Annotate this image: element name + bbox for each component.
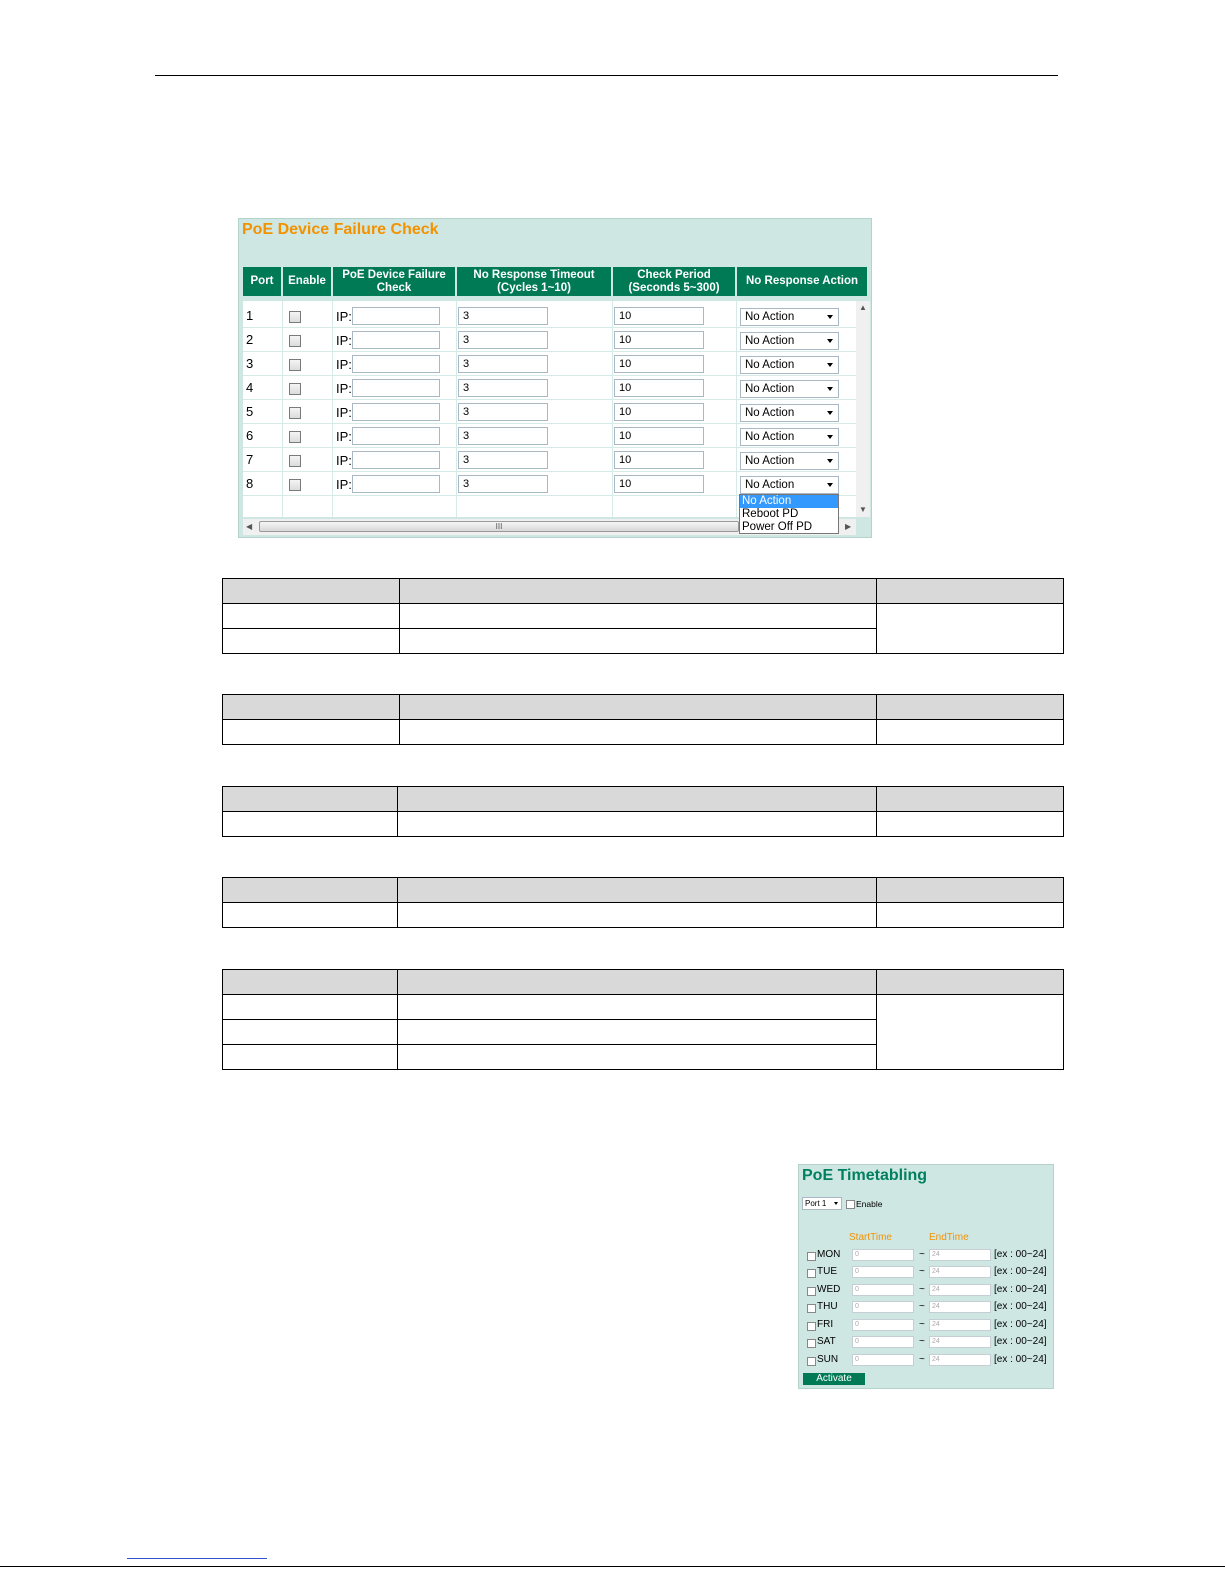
table-header-cell — [223, 579, 400, 604]
table-header-cell — [223, 787, 398, 812]
port-number: 6 — [246, 428, 254, 443]
enable-checkbox[interactable] — [289, 335, 301, 347]
day-checkbox[interactable] — [807, 1357, 816, 1366]
check-period-input[interactable]: 10 — [614, 379, 704, 397]
enable-checkbox[interactable] — [289, 479, 301, 491]
action-dropdown-list — [739, 494, 839, 534]
table-row — [243, 473, 856, 496]
dropdown-option-no-action[interactable]: No Action — [740, 495, 838, 508]
enable-checkbox[interactable] — [289, 431, 301, 443]
col-header-enable: Enable — [283, 267, 331, 296]
action-value: No Action — [745, 335, 795, 347]
day-checkbox[interactable] — [807, 1287, 816, 1296]
table-row — [243, 401, 856, 424]
start-time-input[interactable]: 0 — [852, 1336, 914, 1348]
table-header-cell — [399, 579, 876, 604]
day-checkbox[interactable] — [807, 1252, 816, 1261]
enable-checkbox[interactable] — [846, 1200, 855, 1209]
range-separator: ~ — [919, 1266, 925, 1277]
table-cell — [223, 629, 400, 654]
table-cell — [397, 995, 876, 1020]
enable-checkbox[interactable] — [289, 359, 301, 371]
end-time-input[interactable]: 24 — [929, 1284, 991, 1296]
table-cell — [877, 812, 1064, 837]
panel-title: PoE Device Failure Check — [242, 221, 439, 238]
day-label: SUN — [817, 1354, 839, 1365]
timeout-input[interactable]: 3 — [458, 451, 548, 469]
check-period-input[interactable]: 10 — [614, 451, 704, 469]
example-hint: [ex : 00~24] — [994, 1301, 1047, 1312]
range-separator: ~ — [919, 1354, 925, 1365]
timeout-input[interactable]: 3 — [458, 331, 548, 349]
check-period-input[interactable]: 10 — [614, 475, 704, 493]
action-value: No Action — [745, 431, 795, 443]
end-time-input[interactable]: 24 — [929, 1336, 991, 1348]
chevron-down-icon — [827, 411, 833, 415]
port-number: 8 — [246, 476, 254, 491]
ip-input[interactable] — [352, 451, 440, 469]
doc-table-3 — [222, 786, 1064, 837]
table-row — [243, 329, 856, 352]
ports-table-body — [243, 301, 856, 517]
range-separator: ~ — [919, 1249, 925, 1260]
ip-input[interactable] — [352, 355, 440, 373]
enable-checkbox[interactable] — [289, 311, 301, 323]
day-checkbox[interactable] — [807, 1339, 816, 1348]
footer-link-underline[interactable] — [127, 1558, 267, 1559]
table-cell — [223, 1045, 398, 1070]
action-value: No Action — [745, 407, 795, 419]
ip-label: IP: — [336, 357, 352, 372]
doc-table-5 — [222, 969, 1064, 1070]
ip-input[interactable] — [352, 475, 440, 493]
table-header-cell — [877, 970, 1064, 995]
timeout-input[interactable]: 3 — [458, 427, 548, 445]
ip-input[interactable] — [352, 331, 440, 349]
range-separator: ~ — [919, 1284, 925, 1295]
start-time-input[interactable]: 0 — [852, 1354, 914, 1366]
chevron-down-icon — [827, 363, 833, 367]
table-header-cell — [223, 695, 400, 720]
example-hint: [ex : 00~24] — [994, 1336, 1047, 1347]
range-separator: ~ — [919, 1301, 925, 1312]
table-cell — [223, 1020, 398, 1045]
doc-table-2 — [222, 694, 1064, 745]
table-cell — [399, 604, 876, 629]
table-cell — [223, 995, 398, 1020]
range-separator: ~ — [919, 1319, 925, 1330]
ip-label: IP: — [336, 453, 352, 468]
table-header-cell — [397, 878, 876, 903]
start-time-input[interactable]: 0 — [852, 1249, 914, 1261]
table-cell — [223, 812, 398, 837]
check-period-input[interactable]: 10 — [614, 403, 704, 421]
col-header-failure-check: PoE Device Failure Check — [333, 267, 455, 296]
enable-checkbox[interactable] — [289, 383, 301, 395]
port-number: 5 — [246, 404, 254, 419]
action-select[interactable] — [740, 404, 839, 422]
table-cell — [397, 1045, 876, 1070]
port-select[interactable] — [802, 1197, 842, 1210]
timeout-input[interactable]: 3 — [458, 379, 548, 397]
table-cell — [397, 903, 876, 928]
scroll-right-icon[interactable]: ▶ — [845, 522, 852, 531]
check-period-input[interactable]: 10 — [614, 331, 704, 349]
end-time-input[interactable]: 24 — [929, 1354, 991, 1366]
start-time-input[interactable]: 0 — [852, 1301, 914, 1313]
col-header-action: No Response Action — [737, 267, 867, 296]
table-cell — [877, 604, 1064, 654]
table-header-cell — [877, 695, 1064, 720]
enable-label: Enable — [856, 1199, 883, 1209]
check-period-input[interactable]: 10 — [614, 307, 704, 325]
table-cell — [399, 629, 876, 654]
table-cell — [399, 720, 876, 745]
panel-title: PoE Timetabling — [802, 1167, 928, 1184]
action-select[interactable] — [740, 332, 839, 350]
start-time-input[interactable]: 0 — [852, 1284, 914, 1296]
action-value: No Action — [745, 359, 795, 371]
timeout-input[interactable]: 3 — [458, 355, 548, 373]
timeout-input[interactable]: 3 — [458, 403, 548, 421]
table-header-cell — [877, 787, 1064, 812]
enable-checkbox[interactable] — [289, 455, 301, 467]
timeout-input[interactable]: 3 — [458, 475, 548, 493]
example-hint: [ex : 00~24] — [994, 1249, 1047, 1260]
end-time-label: EndTime — [929, 1232, 969, 1243]
start-time-input[interactable]: 0 — [852, 1319, 914, 1331]
table-cell — [223, 903, 398, 928]
port-number: 4 — [246, 380, 254, 395]
end-time-input[interactable]: 24 — [929, 1249, 991, 1261]
start-time-label: StartTime — [849, 1232, 892, 1243]
chevron-down-icon — [827, 435, 833, 439]
header-rule — [155, 75, 1058, 76]
table-header-cell — [877, 579, 1064, 604]
end-time-input[interactable]: 24 — [929, 1319, 991, 1331]
day-label: MON — [817, 1249, 841, 1260]
table-row — [243, 449, 856, 472]
table-header-cell — [877, 878, 1064, 903]
day-label: TUE — [817, 1266, 837, 1277]
end-time-input[interactable]: 24 — [929, 1301, 991, 1313]
ip-input[interactable] — [352, 427, 440, 445]
table-cell — [877, 903, 1064, 928]
ip-label: IP: — [336, 405, 352, 420]
action-value: No Action — [745, 479, 795, 491]
table-header-cell — [397, 787, 876, 812]
day-label: WED — [817, 1284, 841, 1295]
poe-failure-check-panel — [238, 218, 872, 538]
table-cell — [877, 995, 1064, 1070]
day-label: THU — [817, 1301, 838, 1312]
table-row — [243, 353, 856, 376]
chevron-down-icon — [827, 459, 833, 463]
vertical-scrollbar[interactable] — [856, 301, 870, 517]
table-row — [243, 305, 856, 328]
check-period-input[interactable]: 10 — [614, 355, 704, 373]
chevron-down-icon — [827, 483, 833, 487]
scroll-thumb[interactable]: III — [259, 521, 739, 532]
port-number: 3 — [246, 356, 254, 371]
example-hint: [ex : 00~24] — [994, 1284, 1047, 1295]
footer-rule — [0, 1566, 1225, 1567]
chevron-down-icon — [827, 387, 833, 391]
ip-label: IP: — [336, 309, 352, 324]
ip-label: IP: — [336, 477, 352, 492]
col-header-port: Port — [243, 267, 281, 296]
timeout-input[interactable]: 3 — [458, 307, 548, 325]
table-cell — [877, 720, 1064, 745]
port-number: 1 — [246, 308, 254, 323]
scroll-left-icon[interactable]: ◀ — [246, 522, 253, 531]
range-separator: ~ — [919, 1336, 925, 1347]
example-hint: [ex : 00~24] — [994, 1319, 1047, 1330]
day-checkbox[interactable] — [807, 1269, 816, 1278]
action-select[interactable] — [740, 356, 839, 374]
table-cell — [223, 604, 400, 629]
table-header-cell — [223, 970, 398, 995]
action-select[interactable] — [740, 428, 839, 446]
table-header-cell — [399, 695, 876, 720]
chevron-down-icon — [827, 339, 833, 343]
chevron-down-icon — [834, 1202, 838, 1205]
ip-input[interactable] — [352, 379, 440, 397]
scroll-up-icon[interactable]: ▲ — [859, 303, 867, 312]
doc-table-4 — [222, 877, 1064, 928]
example-hint: [ex : 00~24] — [994, 1354, 1047, 1365]
day-checkbox[interactable] — [807, 1304, 816, 1313]
table-cell — [397, 1020, 876, 1045]
port-select-value: Port 1 — [805, 1199, 827, 1208]
check-period-input[interactable]: 10 — [614, 427, 704, 445]
start-time-input[interactable]: 0 — [852, 1266, 914, 1278]
port-number: 2 — [246, 332, 254, 347]
doc-table-1 — [222, 578, 1064, 654]
port-number: 7 — [246, 452, 254, 467]
poe-timetabling-panel — [798, 1164, 1054, 1389]
ip-input[interactable] — [352, 403, 440, 421]
action-select[interactable] — [740, 380, 839, 398]
example-hint: [ex : 00~24] — [994, 1266, 1047, 1277]
action-select[interactable] — [740, 476, 839, 494]
day-label: FRI — [817, 1319, 834, 1330]
action-select[interactable] — [740, 452, 839, 470]
action-value: No Action — [745, 311, 795, 323]
ip-label: IP: — [336, 429, 352, 444]
dropdown-option-power-off-pd[interactable]: Power Off PD — [742, 521, 813, 533]
day-label: SAT — [817, 1336, 836, 1347]
day-checkbox[interactable] — [807, 1322, 816, 1331]
ip-input[interactable] — [352, 307, 440, 325]
scroll-down-icon[interactable]: ▼ — [859, 505, 867, 514]
table-cell — [397, 812, 876, 837]
ip-label: IP: — [336, 381, 352, 396]
col-header-check-period: Check Period (Seconds 5~300) — [613, 267, 735, 296]
table-header-cell — [223, 878, 398, 903]
table-row — [243, 425, 856, 448]
ip-label: IP: — [336, 333, 352, 348]
action-select[interactable] — [740, 308, 839, 326]
table-cell — [223, 720, 400, 745]
action-value: No Action — [745, 455, 795, 467]
enable-checkbox[interactable] — [289, 407, 301, 419]
col-header-timeout: No Response Timeout (Cycles 1~10) — [457, 267, 611, 296]
dropdown-option-reboot-pd[interactable]: Reboot PD — [742, 508, 799, 520]
table-row — [243, 377, 856, 400]
chevron-down-icon — [827, 315, 833, 319]
table-header-cell — [397, 970, 876, 995]
activate-button[interactable]: Activate — [803, 1373, 865, 1385]
action-value: No Action — [745, 383, 795, 395]
end-time-input[interactable]: 24 — [929, 1266, 991, 1278]
